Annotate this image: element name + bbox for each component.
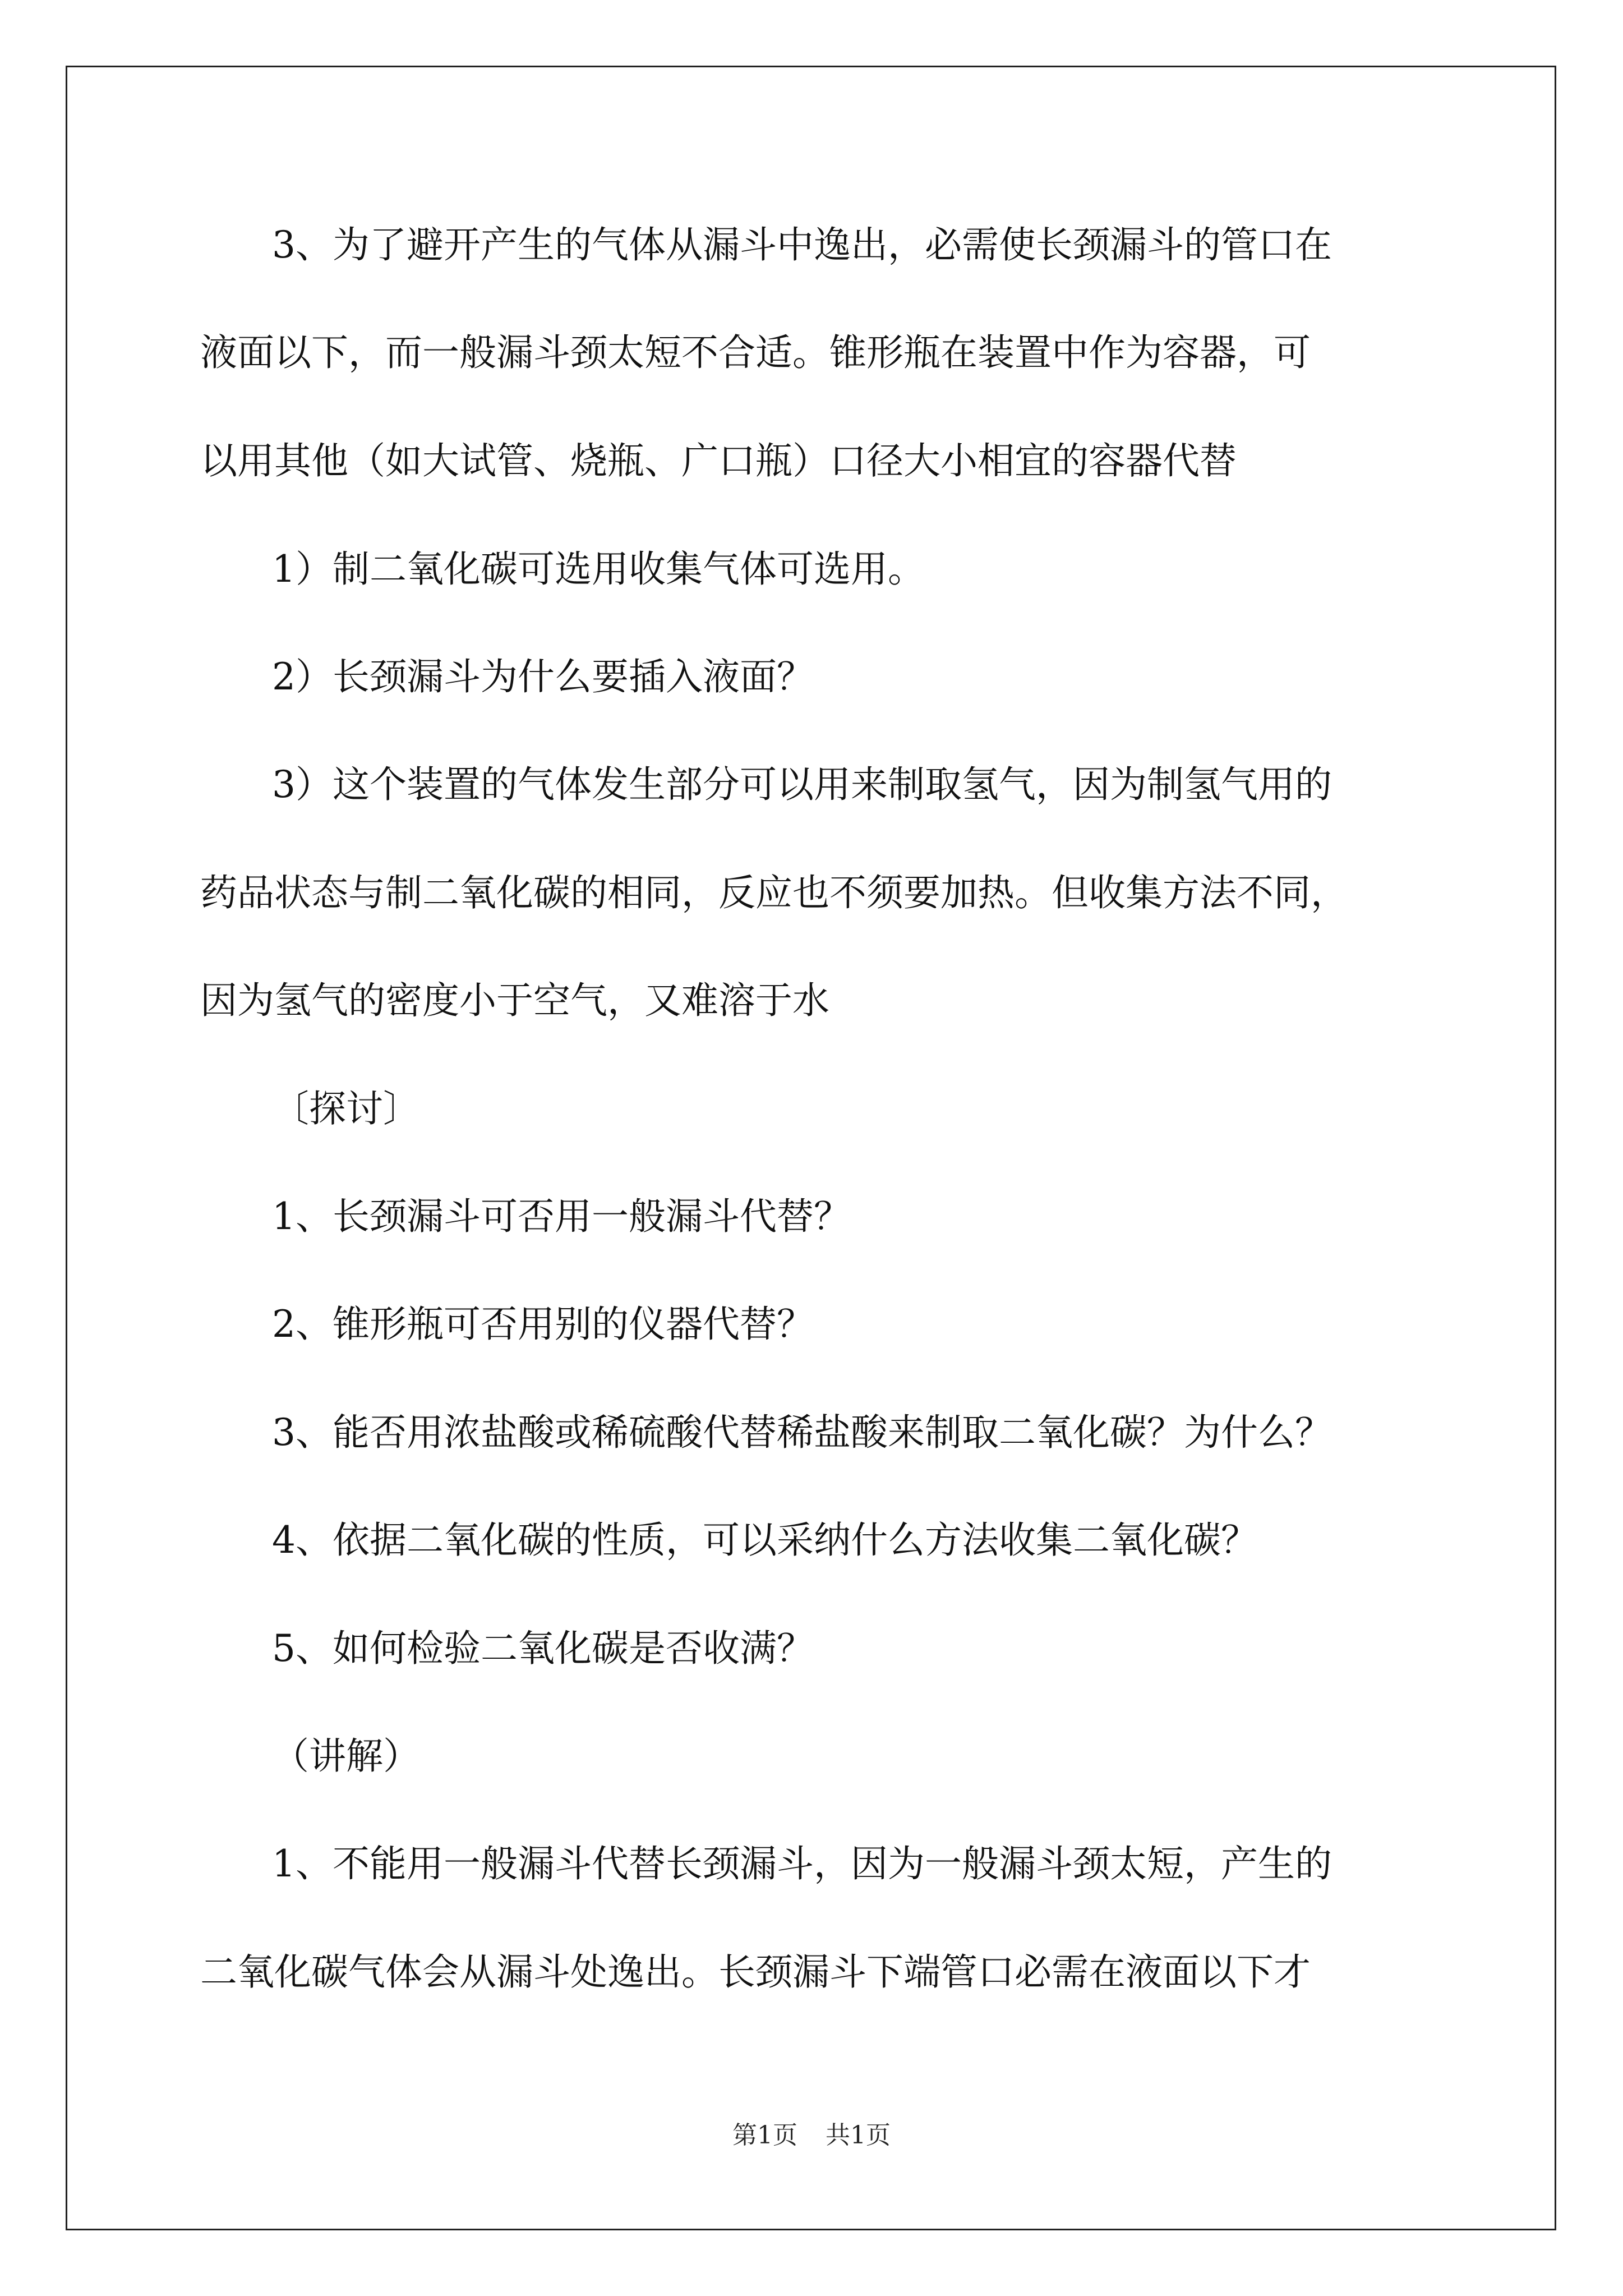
paragraph-line: 1、不能用一般漏斗代替长颈漏斗，因为一般漏斗颈太短，产生的 <box>272 1842 1332 1885</box>
paragraph-line: 4、依据二氧化碳的性质，可以采纳什么方法收集二氧化碳？ <box>272 1519 1258 1562</box>
paragraph-line: 1）制二氧化碳可选用收集气体可选用。 <box>272 547 925 591</box>
page-border <box>66 66 1556 2230</box>
paragraph-line: 3、能否用浓盐酸或稀硫酸代替稀盐酸来制取二氧化碳？为什么？ <box>272 1411 1332 1454</box>
paragraph-line: 1、长颈漏斗可否用一般漏斗代替？ <box>272 1195 851 1238</box>
paragraph-line: 因为氢气的密度小于空气，又难溶于水 <box>200 979 829 1022</box>
paragraph-line: 5、如何检验二氧化碳是否收满？ <box>272 1627 814 1670</box>
paragraph-line: 以用其他（如大试管、烧瓶、广口瓶）口径大小相宜的容器代替 <box>200 439 1237 482</box>
page-total: 共1页 <box>826 2121 891 2150</box>
paragraph-line: 2、锥形瓶可否用别的仪器代替？ <box>272 1303 814 1346</box>
section-heading: 〔探讨〕 <box>272 1087 420 1130</box>
section-heading: （讲解） <box>272 1734 420 1778</box>
paragraph-line: 2）长颈漏斗为什么要插入液面？ <box>272 655 814 698</box>
page-number: 第1页 <box>732 2121 797 2150</box>
paragraph-line: 药品状态与制二氧化碳的相同，反应也不须要加热。但收集方法不同， <box>200 871 1348 914</box>
paragraph-line: 液面以下，而一般漏斗颈太短不合适。锥形瓶在装置中作为容器，可 <box>200 331 1311 374</box>
paragraph-line: 二氧化碳气体会从漏斗处逸出。长颈漏斗下端管口必需在液面以下才 <box>200 1950 1311 1994</box>
page-footer <box>0 2115 1623 2151</box>
paragraph-line: 3、为了避开产生的气体从漏斗中逸出，必需使长颈漏斗的管口在 <box>272 223 1332 266</box>
paragraph-line: 3）这个装置的气体发生部分可以用来制取氢气，因为制氢气用的 <box>272 763 1332 806</box>
